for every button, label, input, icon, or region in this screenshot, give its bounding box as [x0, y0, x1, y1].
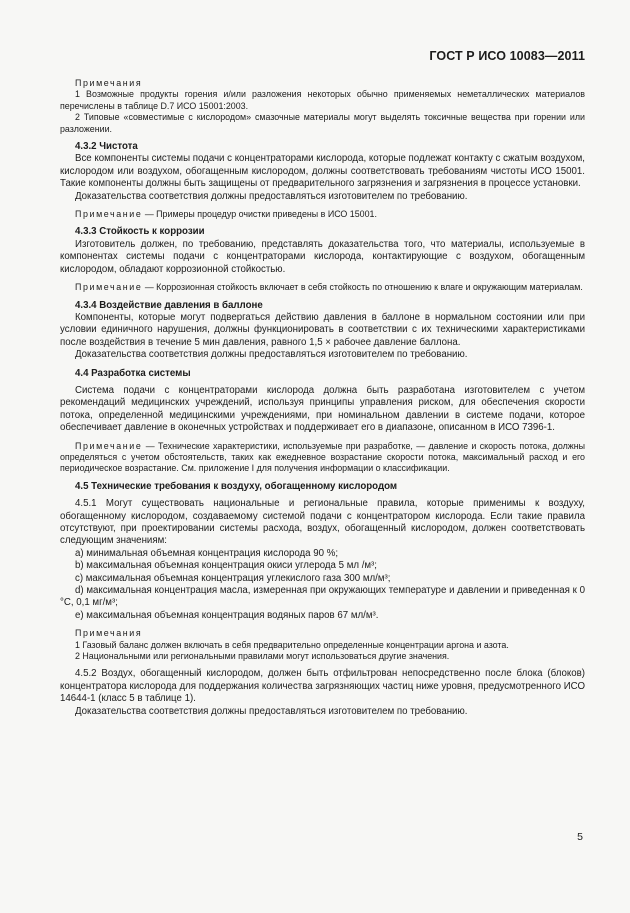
note-label: Примечание — [75, 440, 143, 451]
paragraph: Изготовитель должен, по требованию, представлять доказательства того, что материалы, используемые в компонентах системы подачи с концентраторами кислорода, контактирующие с воздухом, обогащенным кислородом, обладают коррозионной стойкостью. — [60, 238, 585, 275]
note-text: — Коррозионная стойкость включает в себя стойкость по отношению к влаге и окружающим материалам. — [142, 282, 583, 293]
paragraph: Доказательства соответствия должны предоставляться изготовителем по требованию. — [75, 190, 468, 202]
note-paragraph — [60, 441, 585, 475]
note-label: Примечание — [75, 282, 143, 293]
list-item: a) минимальная объемная концентрация кислорода 90 %; — [75, 547, 339, 559]
page-content — [60, 78, 585, 718]
note-text: — Технические характеристики, используемые при разработке, — давление и скорость потока, должны определяться с учетом обстоятельств, таких как ежедневное возрастание скорости потока, максимальный расход и его периодическое возрастание. См. приложение I для получения информации о классификации. — [60, 440, 585, 474]
paragraph: Доказательства соответствия должны предоставляться изготовителем по требованию. — [75, 705, 468, 717]
section-heading-4-4: 4.4 Разработка системы — [75, 367, 191, 379]
requirements-list-cont — [60, 610, 585, 622]
section-heading-4-5: 4.5 Технические требования к воздуху, обогащенному кислородом — [75, 480, 398, 492]
note-label: Примечание — [75, 209, 143, 220]
notes-block — [60, 628, 585, 662]
list-item: e) максимальная объемная концентрация водяных паров 67 мл/м³. — [75, 609, 379, 621]
note-item: 1 Возможные продукты горения и/или разложения некоторых обычно применяемых неметаллических материалов перечислены в таблице D.7 ИСО 15001:2003. — [60, 89, 585, 111]
note-item: 2 Типовые «совместимые с кислородом» смазочные материалы могут выделять токсичные вещества при горении или разложении. — [60, 112, 585, 134]
section-heading-4-3-3: 4.3.3 Стойкость к коррозии — [75, 226, 205, 238]
note-item: 1 Газовый баланс должен включать в себя предварительно определенные концентрации аргона и азота. — [75, 639, 509, 650]
note-item: 2 Национальными или региональными правилами могут использоваться другие значения. — [75, 651, 450, 662]
note-text: — Примеры процедур очистки приведены в ИСО 15001. — [142, 209, 377, 220]
paragraph: Доказательства соответствия должны предоставляться изготовителем по требованию. — [75, 349, 468, 361]
list-item: b) максимальная объемная концентрация окиси углерода 5 мл /м³; — [75, 560, 377, 572]
paragraph: Все компоненты системы подачи с концентраторами кислорода, которые подлежат контакту с сжатым воздухом, кислородом или воздухом, обогащенным кислородом, должны соответствовать требованиям чистоты ИСО 15001. Такие компоненты должны быть защищены от предварительного загрязнения и загрязнения в процессе установки. — [60, 153, 585, 190]
paragraph: Система подачи с концентраторами кислорода должна быть разработана изготовителем с учетом рекомендаций медицинских учреждений, используя принципы управления риском, для обеспечения скорости потока, определенной медицинскими учреждениями, при номинальном давлении в системе подачи, которое обеспечивает давление в оконечных устройствах и поддерживает его в диапазоне, описанном в ИСО 7396-1. — [60, 384, 585, 434]
notes-heading: Примечания — [75, 628, 143, 639]
paragraph: Компоненты, которые могут подвергаться действию давления в баллоне в нормальном состоянии или при условии единичного нарушения, должны функционировать в соответствии с их техническими характеристиками после воздействия в течение 5 мин давления, равного 1,5 × рабочее давление баллона. — [60, 311, 585, 348]
notes-block — [60, 78, 585, 135]
requirements-list — [60, 548, 585, 585]
notes-heading: Примечания — [75, 78, 143, 88]
note-paragraph — [60, 209, 585, 220]
standard-header: ГОСТ Р ИСО 10083—2011 — [429, 49, 585, 63]
section-heading-4-3-2: 4.3.2 Чистота — [75, 141, 138, 153]
list-item: d) максимальная концентрация масла, измеренная при окружающих температуре и давлении и приведенная к 0 °C, 0,1 мг/м³; — [60, 585, 585, 609]
section-heading-4-3-4: 4.3.4 Воздействие давления в баллоне — [75, 299, 263, 311]
paragraph: 4.5.2 Воздух, обогащенный кислородом, должен быть отфильтрован непосредственно после блока (блоков) концентратора кислорода для поддержания количества загрязняющих частиц ниже уровня, предусмотренного ИСО 14644-1 (класс 5 в таблице 1). — [60, 668, 585, 705]
page-number: 5 — [577, 831, 583, 843]
paragraph: 4.5.1 Могут существовать национальные и региональные правила, которые применимы к воздуху, обогащенному кислородом, создаваемому системой подачи с концентратором кислорода. Если такие правила отсутствуют, при проектировании системы расхода, воздух, обогащенный кислородом, должен соответствовать следующим значениям: — [60, 498, 585, 547]
note-paragraph — [60, 282, 585, 293]
list-item: c) максимальная объемная концентрация углекислого газа 300 мл/м³; — [75, 572, 391, 584]
